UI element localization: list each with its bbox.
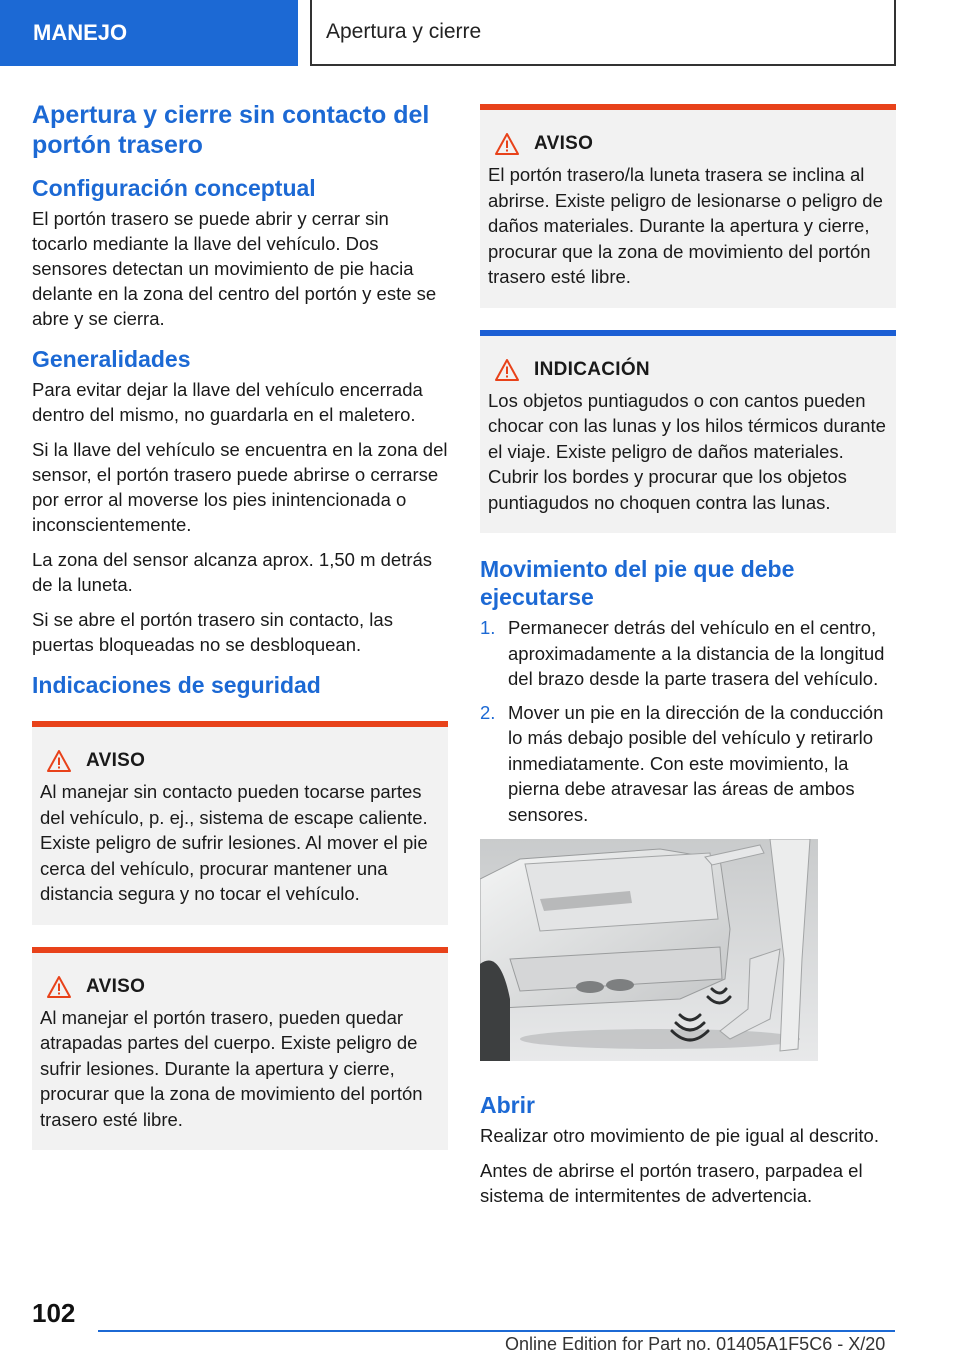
movement-heading: Movimiento del pie que debe ejecutarse bbox=[480, 556, 795, 610]
illustration-foot-gesture bbox=[480, 839, 818, 1061]
general-paragraph: La zona del sensor alcanza aprox. 1,50 m detrás de la luneta. bbox=[32, 549, 433, 595]
page-title: Apertura y cierre sin contacto del portón trasero bbox=[32, 101, 430, 159]
chapter-header bbox=[310, 0, 896, 66]
left-column bbox=[32, 100, 448, 1172]
open-paragraph: Realizar otro movimiento de pie igual al descrito. bbox=[480, 1125, 879, 1146]
notice-text: El portón trasero/la luneta trasera se inclina al abrirse. Existe peligro de lesionarse o peligro de daños materiales. Durante la apertura y cierre, procurar que la zona de movimiento del portón trasero esté libre. bbox=[488, 164, 883, 287]
concept-text: El portón trasero se puede abrir y cerrar sin tocarlo mediante la llave del vehículo. Dos sensores detectan un movimiento de pie hacia delante en la zona del centro del portón y este se abre y se cierra. bbox=[32, 208, 437, 329]
caution-triangle-icon bbox=[494, 358, 520, 382]
notice-title: AVISO bbox=[86, 750, 146, 771]
footer-divider bbox=[98, 1330, 895, 1332]
notice-text: Los objetos puntiagudos o con cantos pueden chocar con las lunas y los hilos térmicos durante el viaje. Existe peligro de daños materiales. Cubrir los bordes y procurar que los objetos puntiagudos no choquen contra las lunas. bbox=[488, 389, 886, 513]
warning-notice bbox=[32, 721, 448, 925]
chapter-title: Apertura y cierre bbox=[326, 20, 482, 43]
list-item bbox=[480, 700, 896, 828]
warning-notice bbox=[32, 947, 448, 1151]
general-paragraph: Si la llave del vehículo se encuentra en la zona del sensor, el portón trasero puede abrirse o cerrarse por error al moverse los pies inintencionada o inconscientemente. bbox=[32, 439, 448, 535]
info-notice bbox=[480, 330, 896, 534]
open-paragraph: Antes de abrirse el portón trasero, parpadea el sistema de intermitentes de advertencia. bbox=[480, 1160, 863, 1206]
notice-text: Al manejar sin contacto pueden tocarse partes del vehículo, p. ej., sistema de escape caliente. Existe peligro de sufrir lesiones. Al mover el pie cerca del vehículo, procurar mantener una distancia segura y no tocar el vehículo. bbox=[40, 781, 428, 904]
warning-triangle-icon bbox=[494, 132, 520, 156]
general-paragraph: Para evitar dejar la llave del vehículo encerrada dentro del mismo, no guardarla en el maletero. bbox=[32, 379, 423, 425]
notice-title: AVISO bbox=[86, 975, 146, 997]
step-number: 2. bbox=[480, 701, 496, 723]
page-number: 102 bbox=[32, 1298, 76, 1328]
list-item bbox=[480, 615, 896, 692]
section-tab bbox=[0, 0, 298, 66]
general-heading: Generalidades bbox=[32, 346, 191, 372]
notice-text: Al manejar el portón trasero, pueden quedar atrapadas partes del cuerpo. Existe peligro de sufrir lesiones. Durante la apertura y cierre, procurar que la zona de movimiento del portón trasero esté libre. bbox=[40, 1006, 423, 1130]
step-text: Permanecer detrás del vehículo en el centro, aproximadamente a la distancia de la longitud del brazo desde la parte trasera del vehículo. bbox=[508, 617, 885, 689]
section-label: MANEJO bbox=[33, 20, 128, 45]
warning-triangle-icon bbox=[46, 749, 72, 773]
general-paragraph: Si se abre el portón trasero sin contacto, las puertas bloqueadas no se desbloquean. bbox=[32, 609, 393, 655]
warning-notice bbox=[480, 104, 896, 308]
safety-heading: Indicaciones de seguridad bbox=[32, 672, 321, 698]
steps-list bbox=[480, 615, 896, 827]
edition-text: Online Edition for Part no. 01405A1F5C6 - X/20 bbox=[505, 1334, 886, 1354]
concept-heading: Configuración conceptual bbox=[32, 175, 316, 201]
notice-title: AVISO bbox=[534, 133, 594, 154]
warning-triangle-icon bbox=[46, 975, 72, 999]
step-number: 1. bbox=[480, 617, 496, 638]
open-heading: Abrir bbox=[480, 1092, 535, 1118]
right-column bbox=[480, 104, 896, 1218]
notice-title: INDICACIÓN bbox=[534, 358, 650, 380]
step-text: Mover un pie en la dirección de la conducción lo más debajo posible del vehículo y retirarlo inmediatamente. Con este movimiento, la pierna debe atravesar las áreas de ambos sensores. bbox=[508, 701, 884, 825]
